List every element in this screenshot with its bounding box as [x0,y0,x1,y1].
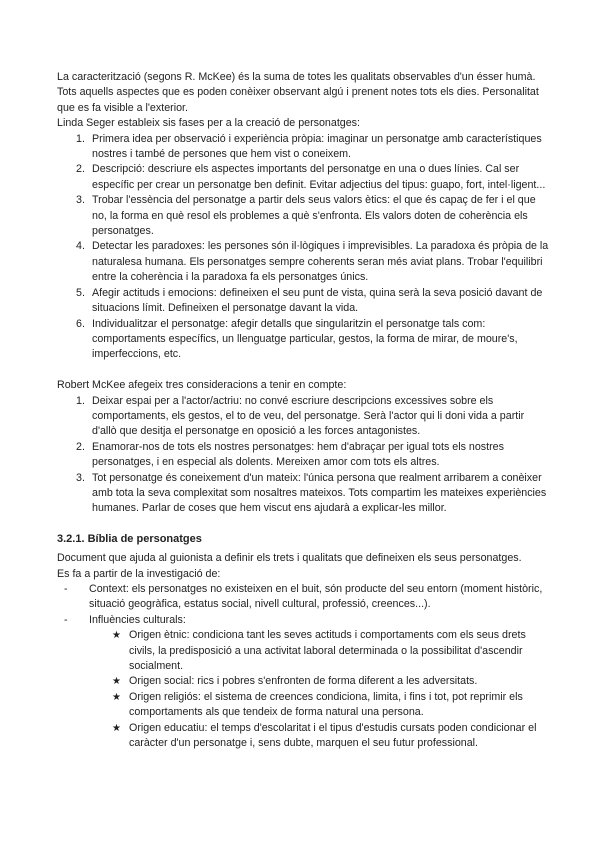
star-icon: ★ [112,691,121,703]
mckee-intro: Robert McKee afegeix tres consideracions a tenir en compte: [57,379,347,392]
list-item [57,721,549,752]
list-item-text: Origen educatiu: el temps d'escolaritat i el tipus d'estudis cursats poden condicionar el caràcter d'un personatge i, sens dubte, marquen el seu futur professional. [129,721,537,750]
list-number: 3. [76,194,85,207]
list-item-text: Deixar espai per a l'actor/actriu: no convé escriure descripcions excessives sobre els comportaments, els gestos, el to de veu, del personatge. Serà l'actor qui li doni vida a partir d'allò que desitja el personatge en oposició a les forces antagonistes. [92,394,525,438]
list-item [57,132,549,163]
list-item-text: Detectar les paradoxes: les persones són il·lògiques i imprevisibles. La paradoxa és pròpia de la naturalesa humana. Els personatges sempre coherents seran més aviat plans. Trobar l'equilibri entre la coherència i la paradoxa fa els personatges únics. [92,240,549,284]
investigation-list [57,582,549,628]
list-number: 4. [76,240,85,253]
list-item-text: Individualitzar el personatge: afegir detalls que singularitzin el personatge tals com: comportaments específics, un llenguatge particular, gestos, la forma de mirar, de moure's, imperfeccions, etc. [92,317,518,361]
list-number: 2. [76,440,85,453]
list-item [57,582,549,613]
list-item [57,440,549,471]
biblia-intro: Es fa a partir de la investigació de: [57,567,221,580]
list-item [57,394,549,440]
list-item [57,239,549,285]
list-item-text: Context: els personatges no existeixen en el buit, són producte del seu entorn (moment històric, situació geogràfica, estatus social, nivell cultural, professió, creences...). [89,582,543,611]
list-item-text: Influències culturals: [89,613,186,626]
list-item [57,471,549,517]
list-item-text: Primera idea per observació i experiència pròpia: imaginar un personatge amb característiques nostres i també de persones que hem vist o coneixem. [92,132,542,161]
dash-bullet: - [64,613,68,626]
list-number: 6. [76,317,85,330]
list-item [57,286,549,317]
document-page [57,70,549,751]
list-number: 1. [76,394,85,407]
dash-bullet: - [64,582,68,595]
list-item [57,162,549,193]
cultural-origins-list [57,628,549,751]
list-number: 5. [76,286,85,299]
list-item-text: Enamorar-nos de tots els nostres personatges: hem d'abraçar per igual tots els nostres personatges, i en especial als dolents. Mereixen amor com tots els altres. [92,440,504,469]
seger-phases-list [57,132,549,363]
star-icon: ★ [112,722,121,734]
intro-paragraph: La caracterització (segons R. McKee) és la suma de totes les qualitats observables d'un ésser humà. Tots aquells aspectes que es poden conèixer observant algú i prenent notes tots els dies. Personalitat que es fa visible a l'exterior. [57,71,539,114]
list-item [57,690,549,721]
list-item-text: Origen religiós: el sistema de creences condiciona, limita, i fins i tot, pot reprimir els comportaments als que tendeix de forma natural una persona. [129,690,523,719]
list-item [57,674,549,689]
list-item-text: Origen ètnic: condiciona tant les seves actituds i comportaments com els seus drets civils, la predisposició a una activitat laboral determinada o la possibilitat d'ascendir socialment. [129,629,526,673]
seger-intro: Linda Seger estableix sis fases per a la creació de personatges: [57,117,360,130]
list-item-text: Origen social: rics i pobres s'enfronten de forma diferent a les adversitats. [129,675,478,688]
star-icon: ★ [112,630,121,642]
list-item-text: Tot personatge és coneixement d'un mateix: l'única persona que realment arribarem a conèixer amb tota la seva complexitat som nosaltres mateixos. Tots compartim les mateixes experiències humanes. Parlar de coses que hem viscut ens ajudarà a explicar-les millor. [92,471,547,515]
mckee-list [57,394,549,517]
list-number: 2. [76,163,85,176]
list-number: 1. [76,132,85,145]
list-item [57,628,549,674]
list-item-text: Descripció: descriure els aspectes importants del personatge en una o dues línies. Cal ser específic per crear un personatge ben definit. Evitar adjectius del tipus: guapo, fort, intel·ligent... [92,163,546,191]
list-item-text: Afegir actituds i emocions: defineixen el seu punt de vista, quina serà la seva posició davant de situacions límit. Defineixen el personatge davant la vida. [92,286,543,315]
star-icon: ★ [112,676,121,688]
list-item [57,317,549,363]
biblia-paragraph: Document que ajuda al guionista a definir els trets i qualitats que defineixen els seus personatges. [57,552,522,565]
list-item [57,613,549,628]
list-item [57,193,549,239]
list-number: 3. [76,471,85,484]
list-item-text: Trobar l'essència del personatge a partir dels seus valors ètics: el que és capaç de fer i el que no, la forma en què resol els problemes a què s'enfronta. Els valors doten de coherència els personatges. [92,194,536,238]
spacer [57,363,549,378]
section-heading: 3.2.1. Bíblia de personatges [57,532,202,545]
